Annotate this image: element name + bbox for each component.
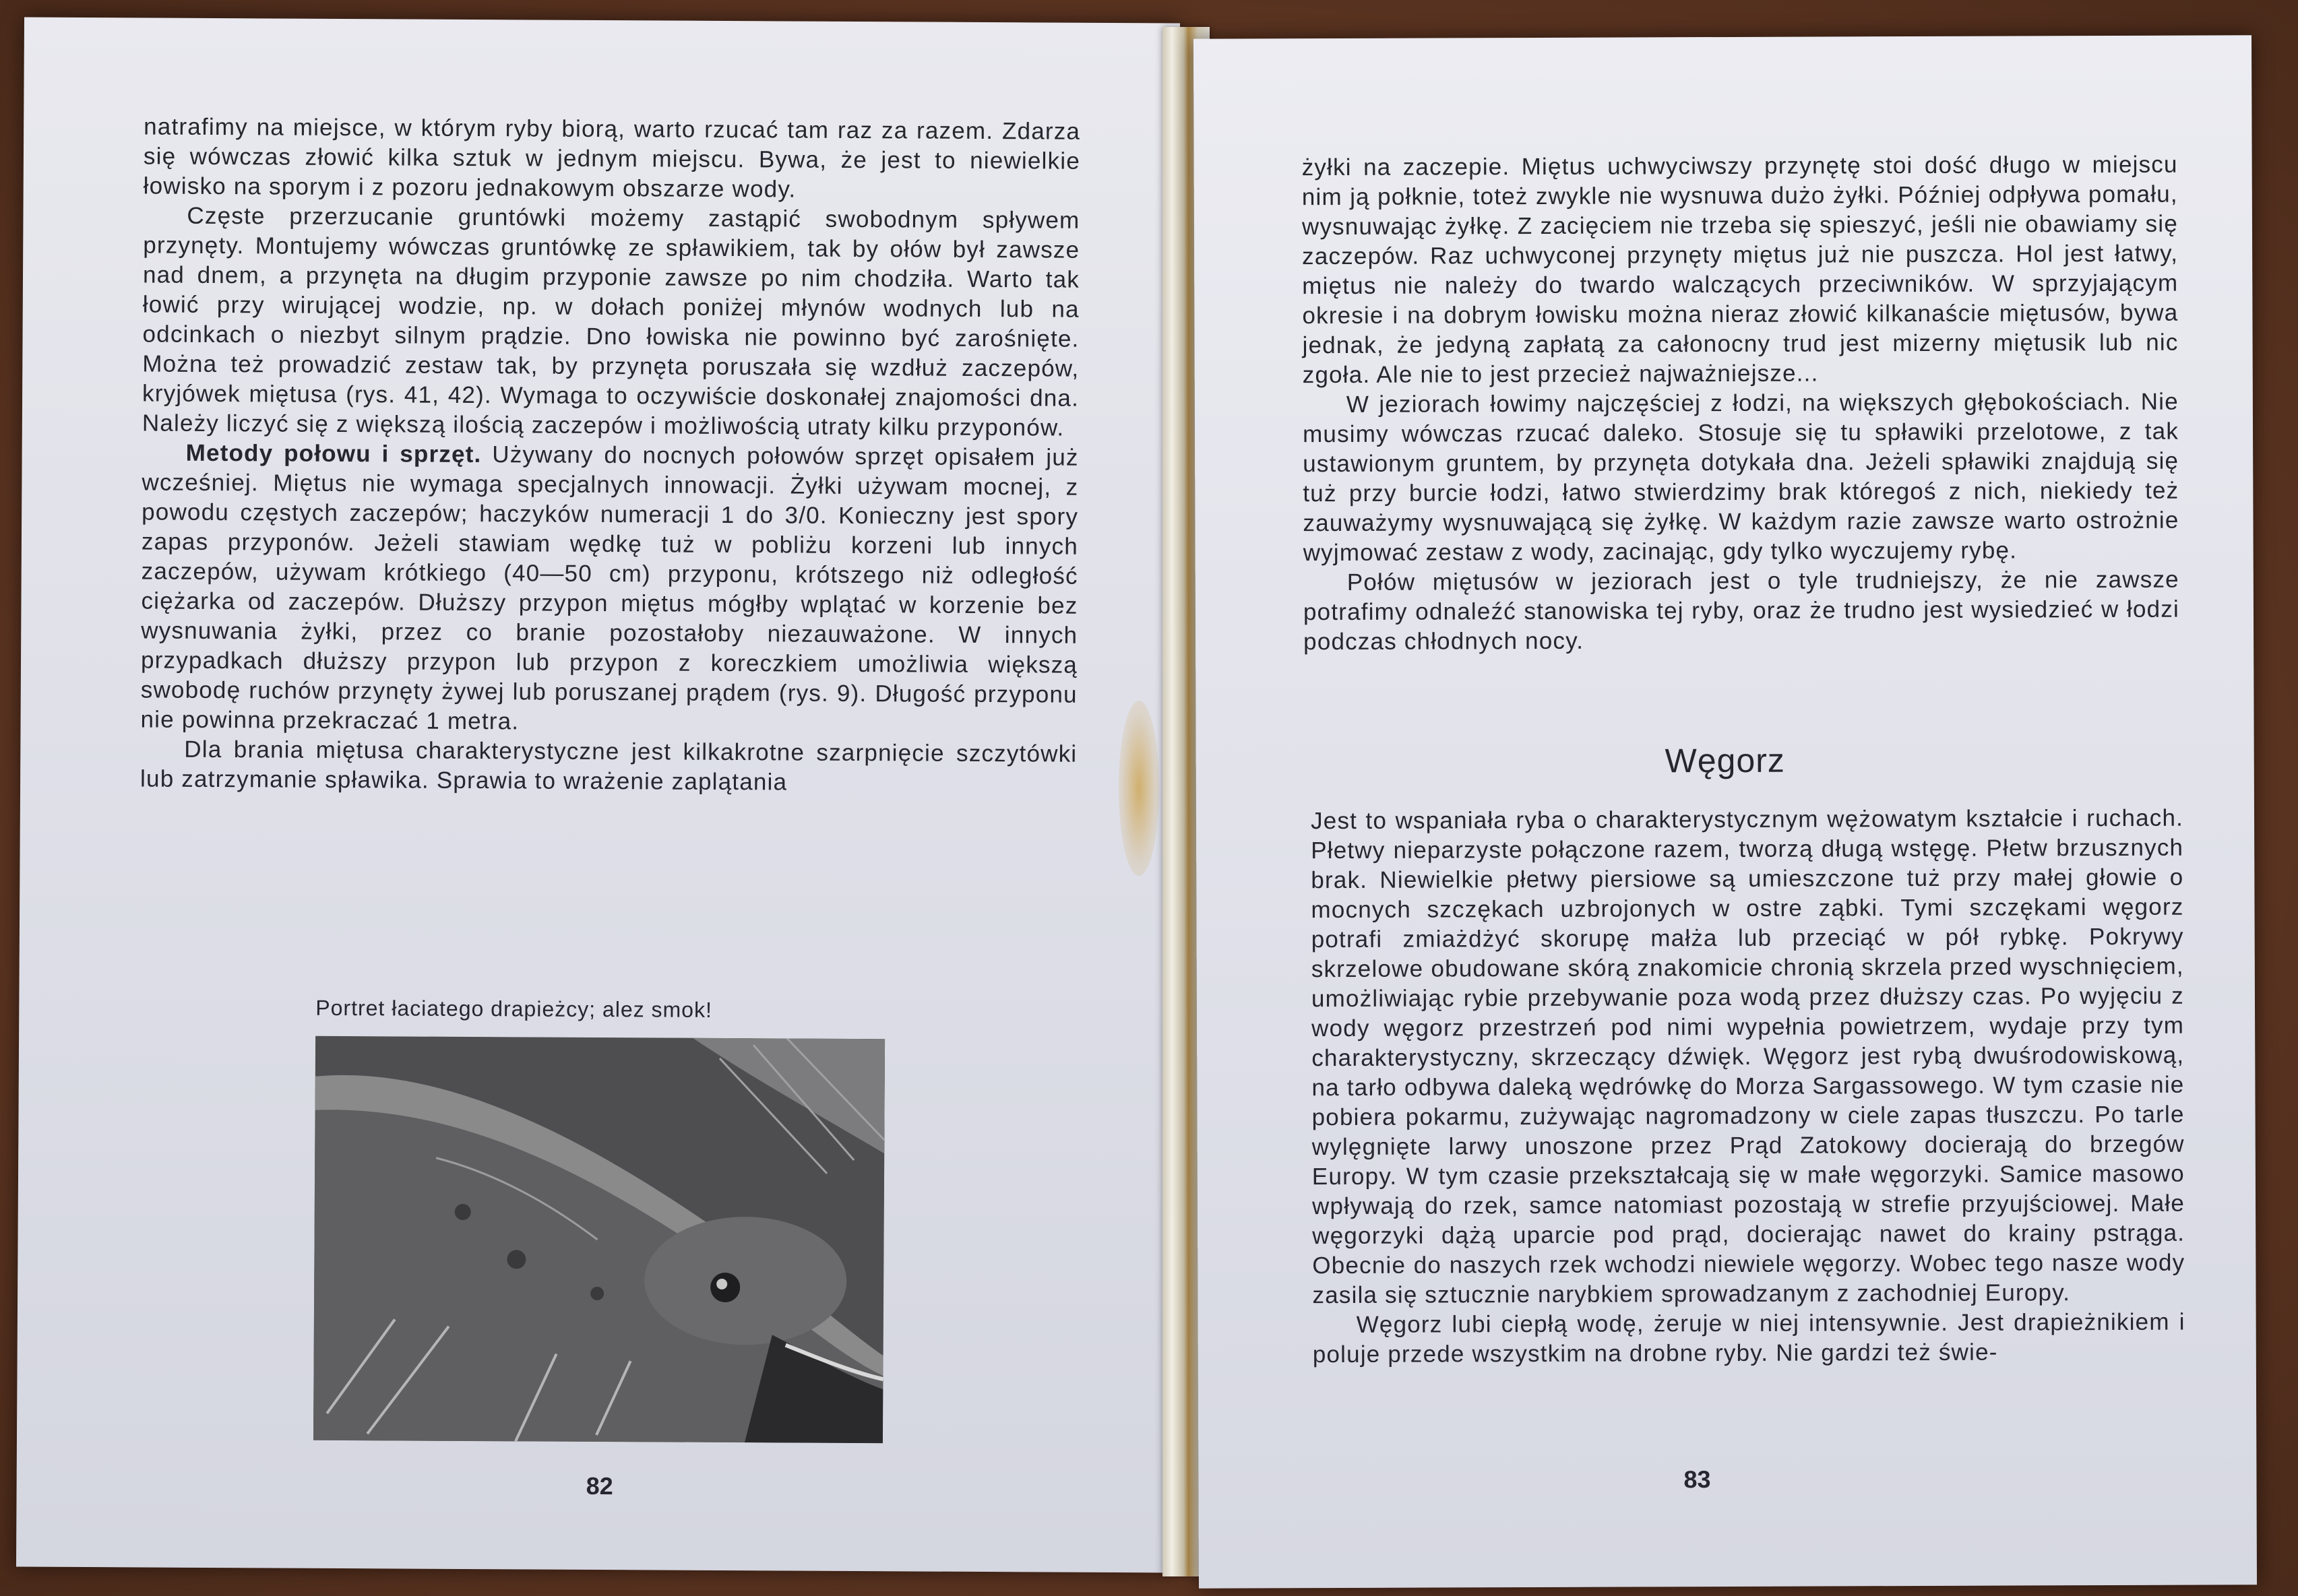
photo-caption: Portret łaciatego drapieżcy; alez smok! [315, 995, 713, 1022]
right-page-body-bottom [1311, 804, 2185, 1370]
paragraph: Połów miętusów w jeziorach jest o tyle trudniejszy, że nie zawsze potrafimy odnaleźć stanowiska tej ryby, oraz że trudno jest wysiedzieć w łodzi podczas chłodnych nocy. [1303, 566, 2180, 656]
section-lead: Metody połowu i sprzęt. [185, 439, 482, 468]
paragraph: Dla brania miętusa charakterystyczne jest kilkakrotne szarpnięcie szczytówki lub zatrzymanie spławika. Sprawia to wrażenie zaplątania [140, 736, 1078, 796]
paragraph: Węgorz lubi ciepłą wodę, żeruje w niej intensywnie. Jest drapieżnikiem i poluje przede wszystkim na drobne ryby. Nie gardzi też świe- [1312, 1308, 2185, 1368]
right-page-body-top [1302, 150, 2180, 658]
fish-photo [313, 1036, 885, 1443]
left-book-page [16, 18, 1180, 1573]
paragraph: Jest to wspaniała ryba o charakterystycznym wężowatym kształcie i ruchach. Płetwy nieparzyste połączone razem, tworzą długą wstęgę. Płetw brzusznych brak. Niewielkie płetwy piersiowe są umieszczone tuż przy małej głowie o mocnych szczękach uzbrojonych w ostre ząbki. Tymi szczękami węgorz potrafi zmiażdżyć skorupę małża lub przeciąć w pół rybkę. Pokrywy skrzelowe obudowane skórą znakomicie chronią skrzela przed wyschnięciem, umożliwiając rybie przebywanie poza wodą przez dłuższy czas. Po wyjęciu z wody węgorz przestrzeń pod nimi wypełnia powietrzem, wydaje przy tym charakterystyczny, skrzeczący dźwięk. Węgorz jest rybą dwuśrodowiskową, na tarło odbywa daleką wędrówkę do Morza Sargassowego. W tym czasie nie pobiera pokarmu, zużywając nagromadzony w ciele zapas tłuszczu. Po tarle wylęgnięte larwy unoszone przez Prąd Zatokowy docierają do brzegów Europy. W tym czasie przekształcają się w małe węgorzyki. Samice masowo wpływają do rzek, samce natomiast pozostają w strefie przyujściowej. Małe węgorzyki dążą uparcie pod prąd, docierając nawet do krainy pstrąga. Obecnie do naszych rzek wchodzi niewiele węgorzy. Wobec tego nasze wody zasila się sztucznie narybkiem sprowadzanym z zachodniej Europy. [1310, 804, 2185, 1309]
page-number: 82 [586, 1471, 613, 1500]
section-heading: Węgorz [1665, 741, 1785, 780]
paragraph: natrafimy na miejsce, w którym ryby biorą, warto rzucać tam raz za razem. Zdarza się wówczas złowić kilka sztuk w jednym miejscu. Bywa, że jest to niewielkie łowisko na sporym i z pozoru jednakowym obszarze wody. [143, 113, 1081, 203]
paragraph-text: Używany do nocnych połowów sprzęt opisałem już wcześniej. Miętus nie wymaga specjalnych innowacji. Żyłki używam mocnej, z powodu częstych zaczepów; haczyków numeracji 1 do 3/0. Konieczny jest spory zapas przyponów. Jeżeli stawiam wędkę tuż w pobliżu korzeni lub innych zaczepów, używam krótkiego (40—50 cm) przyponu, krótszego niż odległość ciężarka od zaczepów. Dłuższy przypon miętus mógłby wplątać w korzenie bez wysnuwania żyłki, przez co branie pozostałoby niezauważone. W innych przypadkach dłuższy przypon lub przypon z koreczkiem umożliwia większą swobodę ruchów przynęty żywej lub poruszanej prądem (rys. 9). Długość przyponu nie powinna przekraczać 1 metra. [140, 441, 1079, 735]
glue-stain [1119, 701, 1159, 876]
left-page-body [140, 112, 1080, 798]
paragraph: żyłki na zaczepie. Miętus uchwyciwszy przynętę stoi dość długo w miejscu nim ją połknie, toteż zwykle nie wysnuwa dużo żyłki. Później odpływa pomału, wysnuwając żyłkę. Z zacięciem nie trzeba się spieszyć, jeśli nie obawiamy się zaczepów. Raz uchwyconej przynęty miętus już nie puszcza. Hol jest łatwy, miętus nie należy do twardo walczących przeciwników. W sprzyjającym okresie i na dobrym łowisku można nieraz złowić kilkanaście miętusów, bywa jednak, że jedyną zapłatą za całonocny trud jest mizerny miętusik lub nic zgoła. Ale nie to jest przecież najważniejsze... [1301, 151, 2179, 389]
paragraph [140, 438, 1078, 739]
paragraph: Częste przerzucanie gruntówki możemy zastąpić swobodnym spływem przynęty. Montujemy wówczas gruntówkę ze spławikiem, tak by ołów był zawsze nad dnem, a przynęta na długim przyponie zawsze po nim chodziła. Warto tak łowić przy wirującej wodzie, np. w dołach poniżej młynów wodnych lub na odcinkach o niezbyt silnym prądzie. Dno łowiska nie powinno być zarośnięte. Można też prowadzić zestaw tak, by przynęta poruszała się wzdłuż zaczepów, kryjówek miętusa (rys. 41, 42). Wymaga to oczywiście doskonałej znajomości dna. Należy liczyć się z większą ilością zaczepów i możliwością utraty kilku przyponów. [142, 202, 1080, 441]
paragraph: W jeziorach łowimy najczęściej z łodzi, na większych głębokościach. Nie musimy wówczas rzucać daleko. Stosuje się tu spławiki przelotowe, z tak ustawionym gruntem, by przynęta dotykała dna. Jeżeli spławiki znajdują się tuż przy burcie łodzi, łatwo stwierdzimy brak któregoś z nich, niekiedy też zauważymy wysnuwającą się żyłkę. W każdym razie zawsze warto ostrożnie wyjmować zestaw z wody, zacinając, gdy tylko wyczujemy rybę. [1302, 388, 2179, 567]
page-number: 83 [1683, 1465, 1711, 1494]
right-book-page [1193, 35, 2257, 1588]
